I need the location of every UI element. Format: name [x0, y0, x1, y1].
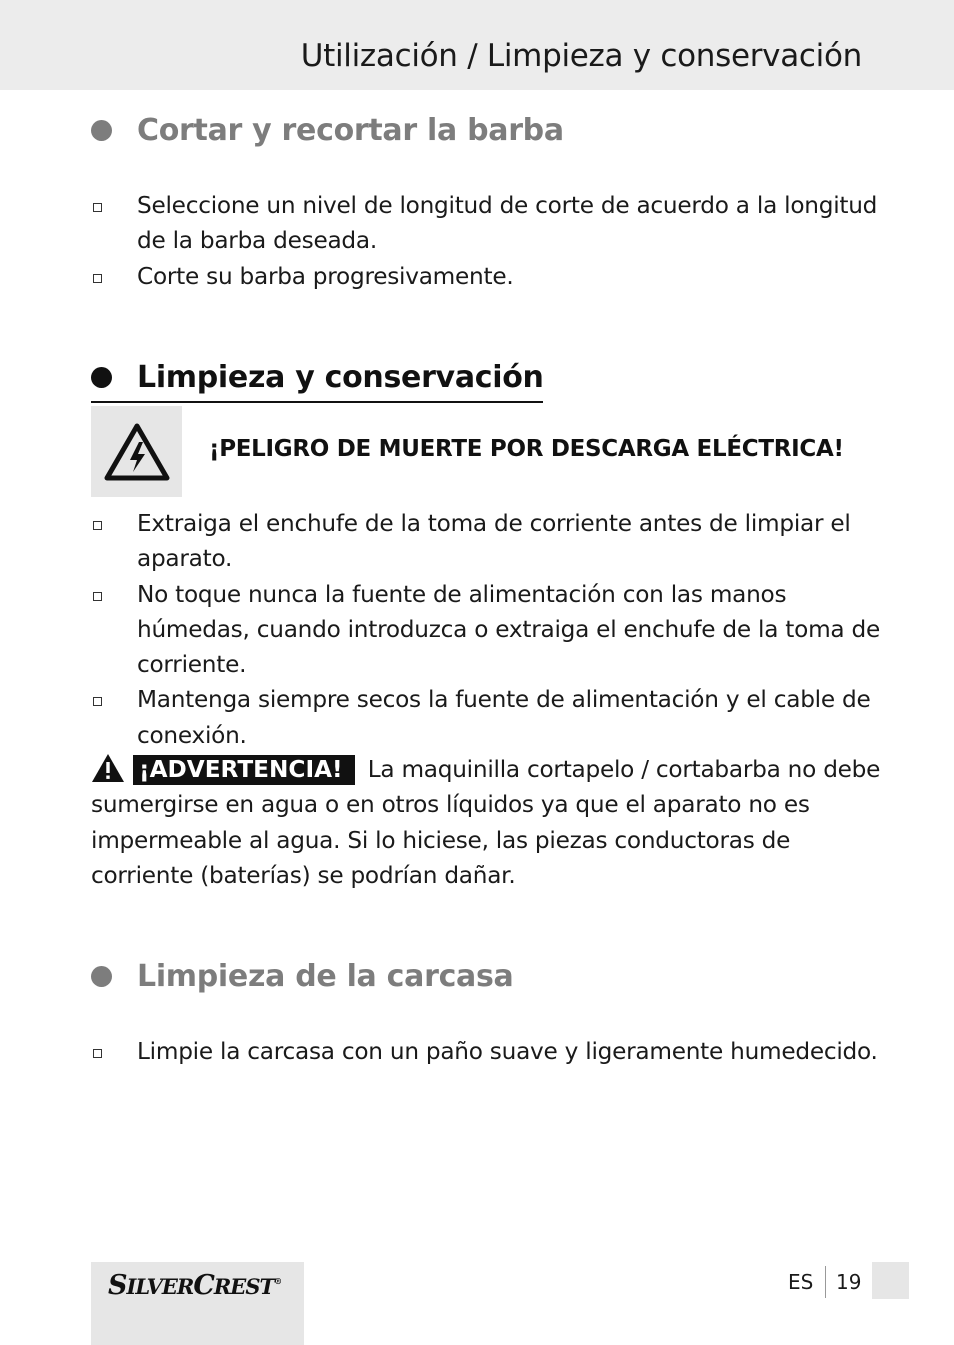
- high-voltage-warning-icon: [103, 422, 171, 482]
- cleaning-instructions-list: [91, 506, 881, 753]
- checkbox-square-icon: [93, 1049, 102, 1058]
- danger-heading: ¡PELIGRO DE MUERTE POR DESCARGA ELÉCTRICA!: [209, 436, 844, 462]
- checkbox-square-icon: [93, 203, 102, 212]
- list-item: Corte su barba progresivamente.: [91, 259, 881, 294]
- section-heading-text: Cortar y recortar la barba: [137, 113, 564, 148]
- footer-tab-box: [872, 1262, 909, 1299]
- section-heading-housing: [91, 959, 514, 994]
- list-item: Limpie la carcasa con un paño suave y ligeramente humedecido.: [91, 1034, 881, 1069]
- beard-instructions-list: [91, 188, 881, 294]
- housing-instructions-list: [91, 1034, 881, 1069]
- warning-badge: ¡ADVERTENCIA!: [133, 755, 355, 785]
- page-number: 19: [836, 1270, 862, 1294]
- bullet-dot-icon: [91, 367, 112, 388]
- page-header-title: Utilización / Limpieza y conservación: [300, 38, 862, 74]
- list-item: Mantenga siempre secos la fuente de alimentación y el cable de conexión.: [91, 682, 881, 753]
- brand-logo: SILVERCREST®: [108, 1270, 282, 1301]
- list-item: No toque nunca la fuente de alimentación con las manos húmedas, cuando introduzca o extraiga el enchufe de la toma de corriente.: [91, 577, 881, 683]
- brand-logo-box: [91, 1262, 304, 1345]
- checkbox-square-icon: [93, 592, 102, 601]
- language-code: ES: [788, 1270, 814, 1294]
- section-heading-text: Limpieza y conservación: [137, 360, 544, 395]
- electric-shock-warning-box: [91, 406, 182, 497]
- checkbox-square-icon: [93, 274, 102, 283]
- list-item: Seleccione un nivel de longitud de corte de acuerdo a la longitud de la barba deseada.: [91, 188, 881, 259]
- heading-underline: [91, 401, 543, 403]
- bullet-dot-icon: [91, 966, 112, 987]
- section-heading-beard: [91, 113, 564, 148]
- bullet-dot-icon: [91, 120, 112, 141]
- warning-text: La maquinilla cortapelo / cortabarba no debe sumergirse en agua o en otros líquidos ya que el aparato no es impermeable al agua. Si lo hiciese, las piezas conductoras de corriente (baterías) se podrían dañar.: [91, 756, 881, 889]
- warning-triangle-icon: [91, 753, 125, 783]
- checkbox-square-icon: [93, 697, 102, 706]
- warning-paragraph: [91, 752, 891, 893]
- list-item: Extraiga el enchufe de la toma de corriente antes de limpiar el aparato.: [91, 506, 881, 577]
- section-heading-text: Limpieza de la carcasa: [137, 959, 514, 994]
- section-heading-cleaning: [91, 360, 544, 395]
- footer-divider: [825, 1266, 826, 1298]
- checkbox-square-icon: [93, 521, 102, 530]
